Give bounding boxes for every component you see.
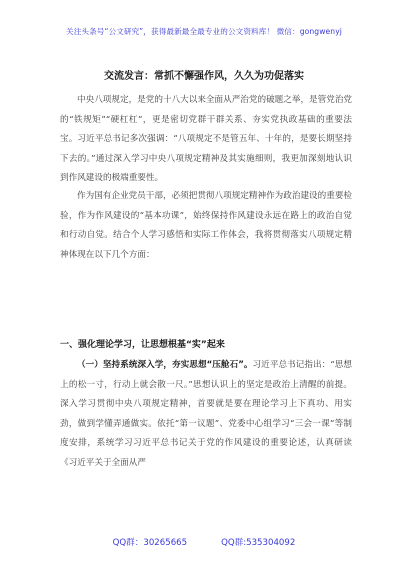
paragraph-2: 作为国有企业党员干部，必须把贯彻八项规定精神作为政治建设的重要检验，作为作风建设的“基本功课”，始终保持作风建设永远在路上的政治自觉和行动自觉。结合个人学习感悟和实际工作体会，我将贯彻落实八项规定精神体现在以下几个方面： <box>60 191 353 260</box>
footer-qq-group-1: QQ群：30265665 <box>112 538 188 548</box>
document-title: 交流发言：常抓不懈强作风，久久为功促落实 <box>104 71 304 82</box>
paragraph-1: 中央八项规定，是党的十八大以来全面从严治党的破题之举，是管党治党的“铁规矩”“硬杠杠”，更是密切党群干群关系、夯实党执政基础的重要法宝。习近平总书记多次强调：“八项规定不是管五年、十年的，是要长期坚持下去的。”通过深入学习中央八项规定精神及其实施细则，我更加深刻地认识到作风建设的极端重要性。 <box>60 95 353 183</box>
footer-qq-group-2: QQ群:535304092 <box>221 538 296 548</box>
subsection-1-lead: （一）坚持系统深入学，夯实思想“压舱石”。 <box>77 360 253 370</box>
subsection-1 <box>60 356 352 473</box>
subsection-1-body: 习近平总书记指出：“思想上的松一寸，行动上就会散一尺。”思想认识上的坚定是政治上清醒的前提。深入学习贯彻中央八项规定精神，首要就是要在理论学习上下真功、用实劲，做到学懂弄通做实。依托“第一议题”、党委中心组学习“三会一课”等制度安排，系统学习习近平总书记关于党的作风建设的重要论述，认真研读《习近平关于全面从严 <box>60 360 352 468</box>
footer <box>0 536 408 548</box>
header-notice: 关注头条号“公文研究”，获得最新最全最专业的公文资料库！ 微信：gongwenyj <box>66 27 342 36</box>
section-1-heading: 一、强化理论学习，让思想根基“实”起来 <box>60 340 225 350</box>
